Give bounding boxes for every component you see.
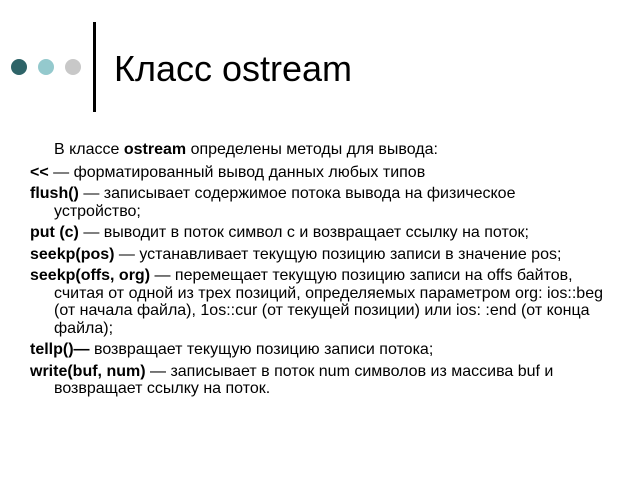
dot-dark-teal [11,59,27,75]
method-term: seekp(pos) [30,245,115,263]
method-item [30,341,605,359]
method-description: — форматированный вывод данных любых типов [48,163,426,181]
intro-after: определены методы для вывода: [186,141,438,158]
method-term: seekp(offs, org) [30,267,151,284]
method-description: — устанавливает текущую позицию записи в значение pos; [114,245,562,263]
method-item [30,185,605,220]
method-term: << [30,163,49,181]
method-description: — перемещает текущую позицию записи на offs байтов, считая от одной из трех позиций, определяемых параметром org: ios::beg (от начала файла), 1os::cur (от текущей позиции) или ios: :end (от конца файла); [54,267,603,337]
method-item [30,224,605,242]
method-description: — записывает в поток num символов из массива buf и возвращает ссылку на поток. [54,362,554,397]
decorative-dots [11,59,81,75]
slide-title: Класс ostream [114,48,353,89]
title-divider [93,22,96,112]
method-term: write(buf, num) [30,362,146,380]
method-item [30,267,605,337]
method-term: put (c) [30,224,79,241]
intro-before: В классе [54,141,124,158]
intro-paragraph [54,141,605,159]
dot-gray [65,59,81,75]
method-item [30,164,605,182]
method-description: — записывает содержимое потока вывода на физическое устройство; [54,185,516,220]
method-item [30,363,605,398]
method-term: tellp()— [30,341,90,358]
method-item [30,246,605,264]
dot-light-teal [38,59,54,75]
method-term: flush() [30,185,79,202]
method-description: — выводит в поток символ с и возвращает ссылку на поток; [78,224,529,241]
slide-body [30,141,605,402]
intro-term: ostream [123,141,187,158]
method-description: возвращает текущую позицию записи потока; [89,341,434,358]
